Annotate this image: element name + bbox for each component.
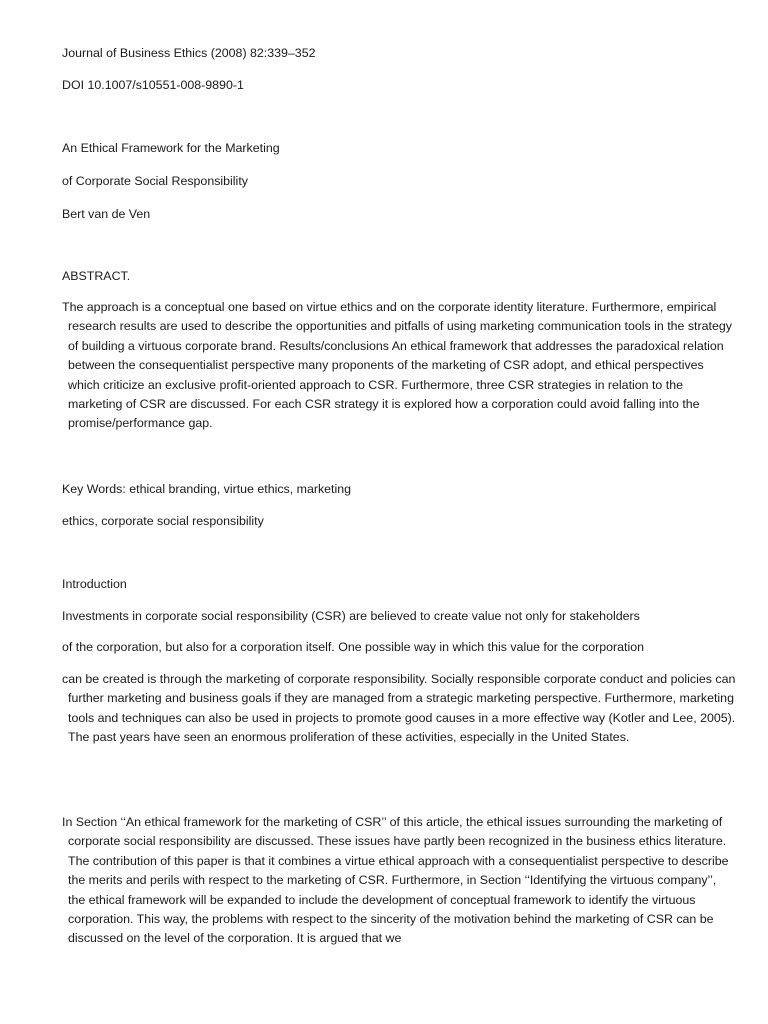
intro-line-2: of the corporation, but also for a corporation itself. One possible way in which this value for the corporation: [62, 640, 644, 654]
keywords-line-1: Key Words: ethical branding, virtue ethics, marketing: [62, 482, 352, 496]
title-line-2: of Corporate Social Responsibility: [62, 174, 248, 188]
title-line-1: An Ethical Framework for the Marketing: [62, 141, 280, 155]
abstract-body: The approach is a conceptual one based on virtue ethics and on the corporate identity literature. Furthermore, empirical research results are used to describe the opportunities and pitfalls of using marketing communication tools in the strategy of building a virtuous corporate brand. Results/conclusions An ethical framework that addresses the paradoxical relation between the consequentialist perspective many proponents of the marketing of CSR adopt, and ethical perspectives which criticize an exclusive profit-oriented approach to CSR. Furthermore, three CSR strategies in relation to the marketing of CSR are discussed. For each CSR strategy it is explored how a corporation could avoid falling into the promise/performance gap.: [62, 300, 732, 431]
author: Bert van de Ven: [62, 207, 151, 221]
doi: DOI 10.1007/s10551-008-9890-1: [62, 78, 244, 92]
keywords-line-2: ethics, corporate social responsibility: [62, 514, 264, 528]
intro-line-1: Investments in corporate social responsibility (CSR) are believed to create value not only for stakeholders: [62, 609, 640, 623]
intro-paragraph: can be created is through the marketing of corporate responsibility. Socially responsible corporate conduct and policies can further marketing and business goals if they are managed from a strategic marketing perspective. Furthermore, marketing tools and techniques can also be used in projects to promote good causes in a more effective way (Kotler and Lee, 2005). The past years have seen an enormous proliferation of these activities, especially in the United States.: [62, 672, 736, 745]
introduction-heading: Introduction: [62, 577, 127, 591]
section-overview-paragraph: In Section ‘‘An ethical framework for the marketing of CSR’’ of this article, the ethical issues surrounding the marketing of corporate social responsibility are discussed. These issues have partly been recognized in the business ethics literature. The contribution of this paper is that it combines a virtue ethical approach with a consequentialist perspective to describe the merits and perils with respect to the marketing of CSR. Furthermore, in Section ‘‘Identifying the virtuous company’’, the ethical framework will be expanded to include the development of conceptual framework to identify the virtuous corporation. This way, the problems with respect to the sincerity of the motivation behind the marketing of CSR can be discussed on the level of the corporation. It is argued that we: [62, 815, 729, 946]
journal-citation: Journal of Business Ethics (2008) 82:339–352: [62, 46, 316, 60]
abstract-heading: ABSTRACT.: [62, 269, 131, 283]
